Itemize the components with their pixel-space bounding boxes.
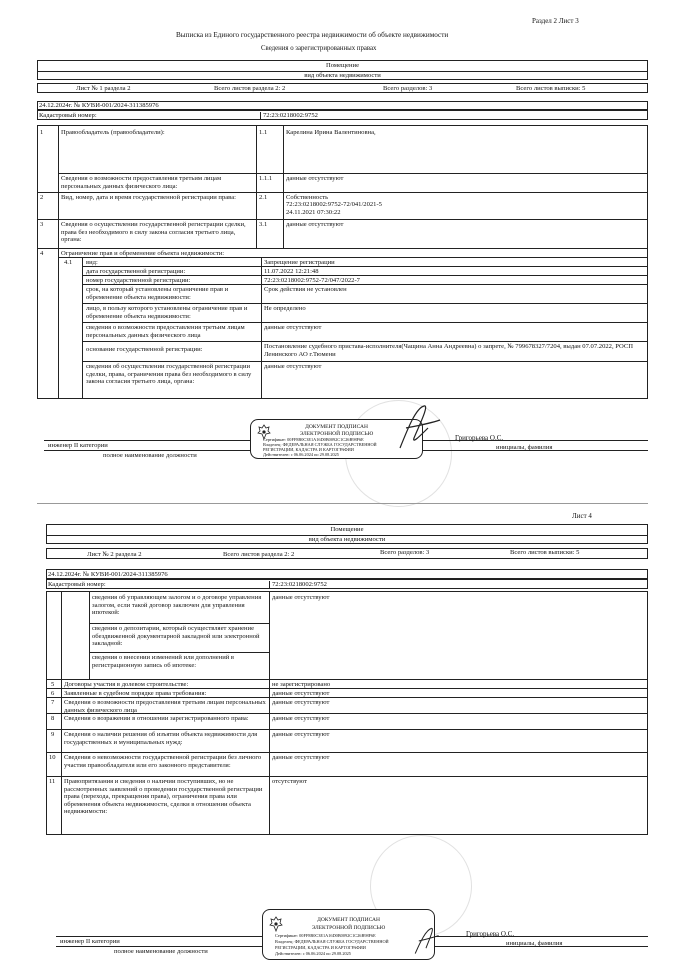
row-9-label: Сведения о наличии решения об изъятии объекта недвижимости для государственных и муниципальных нужд: — [64, 731, 258, 746]
signer-caption: инициалы, фамилия — [496, 444, 553, 451]
row-1b-label: Сведения о возможности предоставления третьим лицам персональных данных физического лица: — [61, 175, 222, 190]
row-3-number: 3 — [40, 221, 44, 228]
row-1b-subnumber: 1.1.1 — [259, 175, 273, 182]
encumbrance-basis-label: основание государственной регистрации: — [86, 346, 203, 353]
signer-position: инженер II категории — [60, 938, 120, 945]
rightholder-name: Карелина Ирина Валентиновна, — [286, 129, 376, 136]
row-10-number: 10 — [49, 754, 56, 761]
stamp-validity: Действителен: с 06.06.2024 по 29.08.2025 — [275, 951, 351, 956]
cadastral-row — [46, 579, 648, 589]
stamp-heading-1: ДОКУМЕНТ ПОДПИСАН — [305, 424, 368, 430]
date-number-row — [37, 101, 648, 110]
extract-date-number: 24.12.2024г. № КУВИ-001/2024-311385976 — [39, 102, 159, 109]
row-1-subnumber: 1.1 — [259, 129, 268, 136]
encumbrance-personal-data-label: сведения о возможности предоставления третьим лицам персональных данных физического лица — [86, 324, 245, 339]
signer-name: Григорьева О.С. — [455, 434, 504, 442]
encumbrance-personal-data: данные отсутствуют — [264, 324, 322, 331]
object-type: Помещение — [330, 526, 364, 533]
encumbrance-date: 11.07.2022 12:21:48 — [264, 268, 319, 275]
encumbrance-number: 72:23:0218002:9752-72/047/2022-7 — [264, 277, 360, 284]
encumbrance-consent: данные отсутствуют — [264, 363, 322, 370]
date-number-row — [46, 569, 648, 579]
row-4-label: Ограничение прав и обременение объекта недвижимости: — [61, 250, 225, 257]
row-1b-value: данные отсутствуют — [286, 175, 344, 182]
pledge-manager-label: сведения об управляющем залогом и о договоре управления залогом, если такой договор заключен для управления ипотекой: — [92, 594, 262, 617]
cadastral-value: 72:23:0218002:9752 — [260, 112, 318, 120]
document-title: Выписка из Единого государственного реестра недвижимости об объекте недвижимости — [176, 31, 449, 39]
row-8-label: Сведения о возражении в отношении зарегистрированного права: — [64, 715, 249, 722]
sheet-corner-label: Раздел 2 Лист 3 — [532, 17, 579, 25]
row-7-label: Сведения о возможности предоставления третьим лицам персональных данных физического лица — [64, 699, 266, 714]
row-8-value: данные отсутствуют — [272, 715, 330, 722]
row-4-number: 4 — [40, 250, 44, 257]
total-sheets-extract: Всего листов выписки: 5 — [516, 85, 586, 92]
row-3-subnumber: 3.1 — [259, 221, 268, 228]
object-type-box — [37, 60, 648, 80]
row-7-value: данные отсутствуют — [272, 699, 330, 706]
cadastral-value: 72:23:0218002:9752 — [269, 581, 327, 589]
row-2-subnumber: 2.1 — [259, 194, 268, 201]
encumbrance-consent-label: сведения об осуществлении государственной регистрации сделки, права, ограничения права без необходимого в силу закона согласия третьего лица, органа: — [86, 363, 252, 386]
row-6-label: Заявленные в судебном порядке права требования: — [64, 690, 207, 697]
row-10-label: Сведения о невозможности государственной регистрации без личного участия правообладателя или его законного представителя: — [64, 754, 262, 769]
row-3-label: Сведения о осуществлении государственной регистрации сделки, права без необходимого в силу закона согласия третьего лица, органа: — [61, 221, 246, 244]
handwritten-signature — [388, 398, 448, 458]
mortgage-changes-label: сведения о внесении изменений или дополнений в регистрационную запись об ипотеке: — [92, 654, 235, 669]
row-9-value: данные отсутствуют — [272, 731, 330, 738]
sheet-info-row — [37, 83, 648, 93]
stamp-heading-2: ЭЛЕКТРОННОЙ ПОДПИСЬЮ — [299, 431, 374, 437]
object-type-box — [46, 524, 648, 544]
encumbrance-term: Срок действия не установлен — [264, 286, 347, 293]
row-5-value: не зарегистрировано — [272, 681, 331, 688]
row-4-1-subnumber: 4.1 — [64, 259, 73, 266]
row-1-label: Правообладатель (правообладатели): — [61, 129, 165, 136]
row-11-value: отсутствуют — [272, 778, 307, 785]
object-type-caption: вид объекта недвижимости — [38, 71, 647, 80]
cadastral-label: Кадастровый номер: — [48, 581, 106, 588]
encumbrance-date-label: дата государственной регистрации: — [86, 268, 186, 275]
signer-caption: инициалы, фамилия — [506, 940, 563, 947]
row-2-label: Вид, номер, дата и время государственной регистрации права: — [61, 194, 236, 201]
stamp-owner: Владелец: ФЕДЕРАЛЬНАЯ СЛУЖБА ГОСУДАРСТВЕННОЙ — [275, 939, 389, 944]
position-caption: полное наименование должности — [114, 948, 208, 955]
encumbrance-beneficiary: Не определено — [264, 305, 306, 312]
total-sheets-extract: Всего листов выписки: 5 — [510, 549, 580, 556]
pledge-manager-value: данные отсутствуют — [272, 594, 330, 601]
encumbrance-number-label: номер государственной регистрации: — [86, 277, 191, 284]
row-6-value: данные отсутствуют — [272, 690, 330, 697]
total-sheets-section: Всего листов раздела 2: 2 — [214, 85, 286, 92]
right-type: Собственность — [286, 194, 329, 201]
stamp-owner: Владелец: ФЕДЕРАЛЬНАЯ СЛУЖБА ГОСУДАРСТВЕННОЙ — [263, 442, 377, 447]
signer-position: инженер II категории — [48, 442, 108, 449]
stamp-owner-2: РЕГИСТРАЦИИ, КАДАСТРА И КАРТОГРАФИИ — [263, 447, 354, 452]
encumbrance-beneficiary-label: лицо, в пользу которого установлены ограничение прав и обременение объекта недвижимости: — [86, 305, 248, 320]
row-11-number: 11 — [49, 778, 56, 785]
extract-sheet-2 — [0, 505, 678, 960]
signer-name: Григорьева О.С. — [466, 930, 515, 938]
row-11-label: Правопритязания и сведения о наличии поступивших, но не рассмотренных заявлений о проведении государственной регистрации права (перехода, прекращения права), ограничения права или обременения объекта недвижимости, сделки в отношении объекта недвижимости: — [64, 778, 263, 816]
stamp-heading-1: ДОКУМЕНТ ПОДПИСАН — [317, 917, 380, 923]
stamp-owner-2: РЕГИСТРАЦИИ, КАДАСТРА И КАРТОГРАФИИ — [275, 945, 366, 950]
object-type-caption: вид объекта недвижимости — [47, 535, 647, 544]
sheet-info-row — [46, 548, 648, 559]
row-10-value: данные отсутствуют — [272, 754, 330, 761]
stamp-validity: Действителен: с 06.06.2024 по 29.08.2025 — [263, 452, 339, 457]
row-8-number: 8 — [51, 715, 55, 722]
encumbrance-kind-label: вид: — [86, 259, 98, 266]
stamp-certificate: Сертификат: 00FF8B0C3E1A16D0B0092C1C26B98F6E — [263, 437, 364, 442]
row-1-number: 1 — [40, 129, 44, 136]
document-subtitle: Сведения о зарегистрированных правах — [261, 45, 377, 52]
page-divider — [37, 503, 648, 504]
total-sections: Всего разделов: 3 — [380, 549, 430, 556]
stamp-heading-2: ЭЛЕКТРОННОЙ ПОДПИСЬЮ — [311, 925, 386, 931]
row-2-number: 2 — [40, 194, 44, 201]
encumbrance-term-label: срок, на который установлены ограничение прав и обременение объекта недвижимости: — [86, 286, 229, 301]
object-type: Помещение — [325, 62, 360, 69]
rights-table — [37, 125, 648, 399]
row-7-number: 7 — [51, 699, 55, 706]
sheet-corner-label: Лист 4 — [572, 512, 592, 520]
cadastral-row — [37, 110, 648, 120]
encumbrance-kind: Запрещение регистрации — [264, 259, 335, 266]
row-5-number: 5 — [51, 681, 55, 688]
handwritten-signature — [408, 923, 444, 959]
sheet-number: Лист № 2 раздела 2 — [87, 551, 142, 558]
extract-date-number: 24.12.2024г. № КУВИ-001/2024-311385976 — [48, 571, 168, 578]
stamp-certificate: Сертификат: 00FF8B0C3E1A16D0B0092C1C26B98F6E — [275, 933, 376, 938]
row-5-label: Договоры участия в долевом строительстве: — [64, 681, 189, 688]
right-registration-date: 24.11.2021 07:30:22 — [286, 209, 341, 216]
row-9-number: 9 — [51, 731, 55, 738]
row-3-value: данные отсутствуют — [286, 221, 344, 228]
cadastral-label: Кадастровый номер: — [39, 112, 97, 119]
position-caption: полное наименование должности — [103, 452, 197, 459]
encumbrance-basis: Постановление судебного пристава-исполнителя(Чащина Анна Андреевна) о запрете, № 799678327/7204, выдан 07.07.2022, РОСП Ленинского АО г.Тюмени — [264, 343, 634, 358]
depositary-label: сведения о депозитарии, который осуществляет хранение обездвиженной документарной закладной или электронной закладной: — [92, 625, 260, 648]
rights-table-continued — [46, 591, 648, 835]
row-6-number: 6 — [51, 690, 55, 697]
total-sections: Всего разделов: 3 — [383, 85, 433, 92]
total-sheets-section: Всего листов раздела 2: 2 — [223, 551, 295, 558]
right-registration-number: 72:23:0218002:9752-72/041/2021-5 — [286, 201, 382, 208]
sheet-number: Лист № 1 раздела 2 — [76, 85, 131, 92]
